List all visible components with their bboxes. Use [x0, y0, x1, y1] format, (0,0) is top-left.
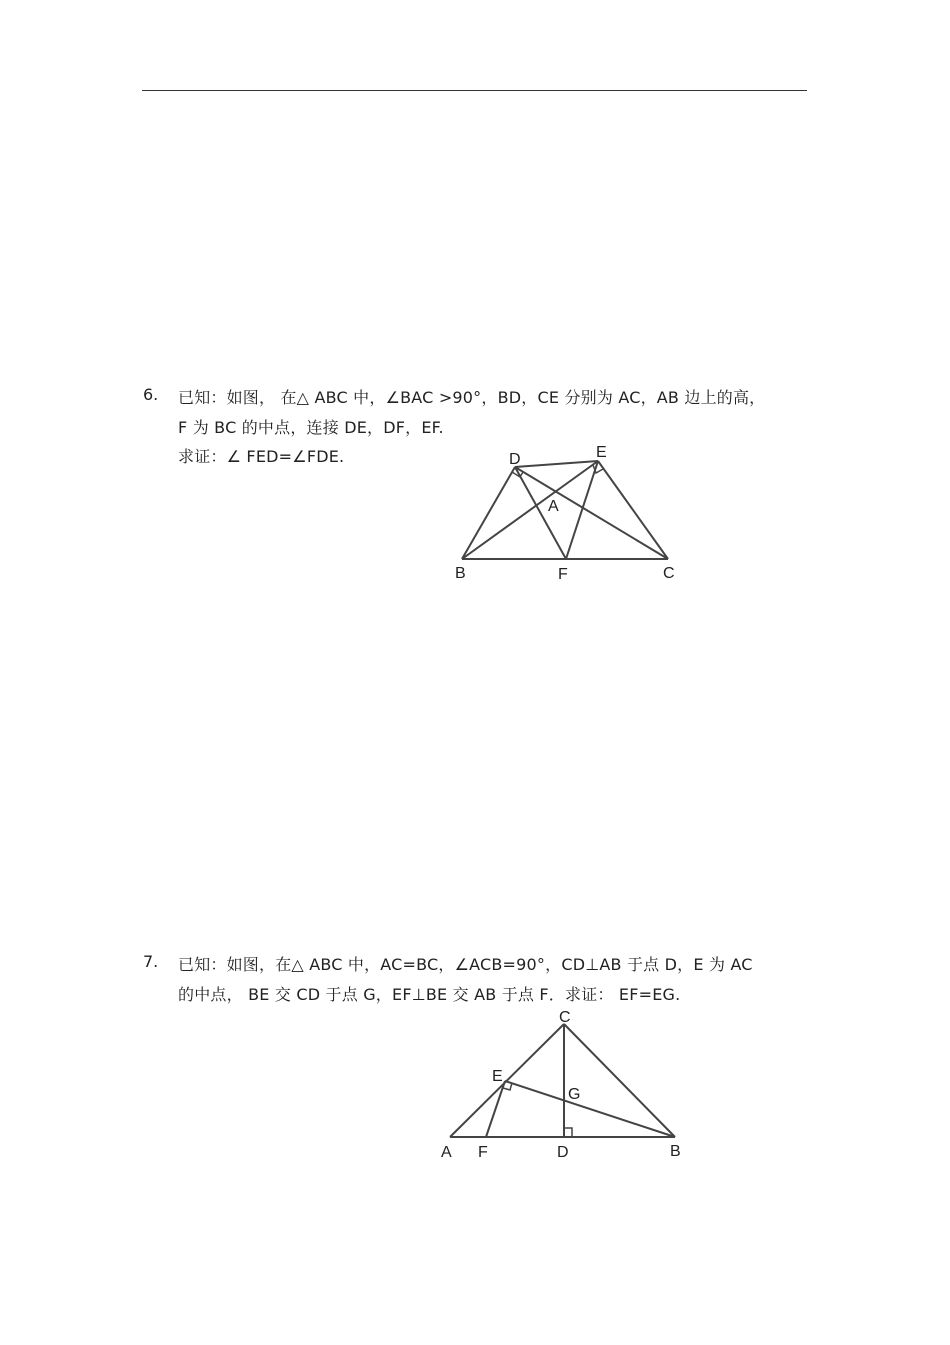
label-D: D [557, 1144, 569, 1161]
label-C: C [663, 565, 675, 582]
problem-7-number: 7. [143, 952, 159, 971]
problem-7-line-2: 的中点， BE 交 CD 于点 G，EF⊥BE 交 AB 于点 F．求证： EF=EG. [178, 985, 681, 1004]
problem-6-line-3: 求证：∠ FED=∠FDE. [178, 447, 345, 466]
label-F: F [558, 566, 568, 583]
label-A: A [548, 498, 559, 515]
label-D: D [509, 451, 521, 468]
label-B: B [455, 565, 466, 582]
label-E: E [492, 1068, 503, 1085]
segment-AC [450, 1024, 564, 1137]
segment-EB [505, 1081, 675, 1137]
label-F: F [478, 1144, 488, 1161]
segment-EF [486, 1081, 505, 1137]
problem-7-line-1: 已知：如图，在△ ABC 中，AC=BC，∠ACB=90°，CD⊥AB 于点 D，E 为 AC [178, 955, 753, 974]
right-angle-mark-D [564, 1128, 572, 1137]
figure-6 [462, 461, 668, 559]
label-A: A [441, 1144, 452, 1161]
label-B: B [670, 1143, 681, 1160]
segment-CE [598, 461, 668, 559]
segment-CB [564, 1024, 675, 1137]
problem-6-number: 6. [143, 385, 159, 404]
segment-DE [515, 461, 598, 467]
label-G: G [568, 1086, 581, 1103]
problem-6-line-2: F 为 BC 的中点，连接 DE，DF，EF. [178, 418, 444, 437]
label-C: C [559, 1009, 571, 1026]
problem-6-line-1: 已知：如图， 在△ ABC 中，∠BAC >90°，BD，CE 分别为 AC，AB 边上的高， [178, 388, 766, 407]
figure-7 [450, 1024, 675, 1137]
segment-BD [462, 467, 515, 559]
label-E: E [596, 444, 607, 461]
segment-EF [566, 461, 598, 559]
